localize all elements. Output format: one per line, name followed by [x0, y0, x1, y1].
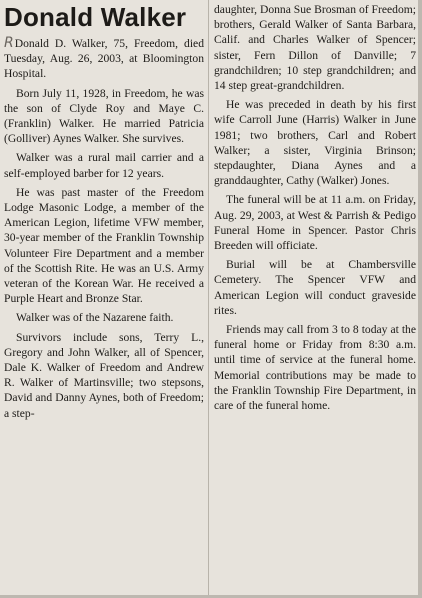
paragraph-faith: Walker was of the Nazarene faith. — [16, 311, 174, 325]
paragraph-preceded-in-death: He was preceded in death by his first wife Carroll June (Harris) Walker in June 1981; two brothers, Carl and Robert Walker; a sister, Virginia Brinson; stepdaughter, Diana Aynes and a granddaughter, Cathy (Walker) Jones. — [214, 98, 416, 188]
paragraph-birth: Born July 11, 1928, in Freedom, he was the son of Clyde Roy and Maye C. (Franklin) Walker. He married Patricia (Golliver) Aynes Walker. She survives. — [4, 86, 204, 146]
paragraph-text: Donald D. Walker, 75, Freedom, died Tuesday, Aug. 26, 2003, at Bloomington Hospital. — [4, 37, 204, 81]
paragraph-death-notice — [4, 36, 204, 82]
left-column — [4, 2, 204, 425]
paragraph-survivors: Survivors include sons, Terry L., Gregory and John Walker, all of Spencer, Dale K. Walker of Freedom and Andrew R. Walker of Martinsville; two stepsons, David and Danny Aynes, both of Freedom; a step- — [4, 330, 204, 420]
column-divider — [208, 0, 209, 598]
paragraph-career: Walker was a rural mail carrier and a self-employed barber for 12 years. — [4, 151, 204, 180]
scan-edge-right — [418, 0, 422, 598]
paragraph-funeral: The funeral will be at 11 a.m. on Friday, Aug. 29, 2003, at West & Parrish & Pedigo Funeral Home in Spencer. Pastor Chris Breeden will officiate. — [214, 193, 416, 253]
paragraph-burial: Burial will be at Chambersville Cemetery. The Spencer VFW and American Legion will conduct graveside rites. — [214, 258, 416, 317]
handwritten-mark: R — [4, 35, 14, 51]
obituary-headline: Donald Walker — [4, 2, 187, 32]
right-column — [214, 2, 416, 417]
paragraph-memberships: He was past master of the Freedom Lodge Masonic Lodge, a member of the American Legion, lifetime VFW member, 30-year member of the Franklin Township Volunteer Fire Department and a member of the Scottish Rite. He was an U.S. Army veteran of the Korean War. He received a Purple Heart and Bronze Star. — [4, 185, 204, 306]
paragraph-visitation: Friends may call from 3 to 8 today at the funeral home or Friday from 8:30 a.m. until time of service at the funeral home. Memorial contributions may be made to the Franklin Township Fire Department, in care of the funeral home. — [214, 323, 416, 413]
paragraph-survivors-continued: daughter, Donna Sue Brosman of Freedom; brothers, Gerald Walker of Santa Barbara, Calif. and Charles Walker of Spencer; sister, Fern Dillon of Danville; 7 grandchildren; 10 step grandchildren; and 14 step great-grandchildren. — [214, 3, 416, 93]
